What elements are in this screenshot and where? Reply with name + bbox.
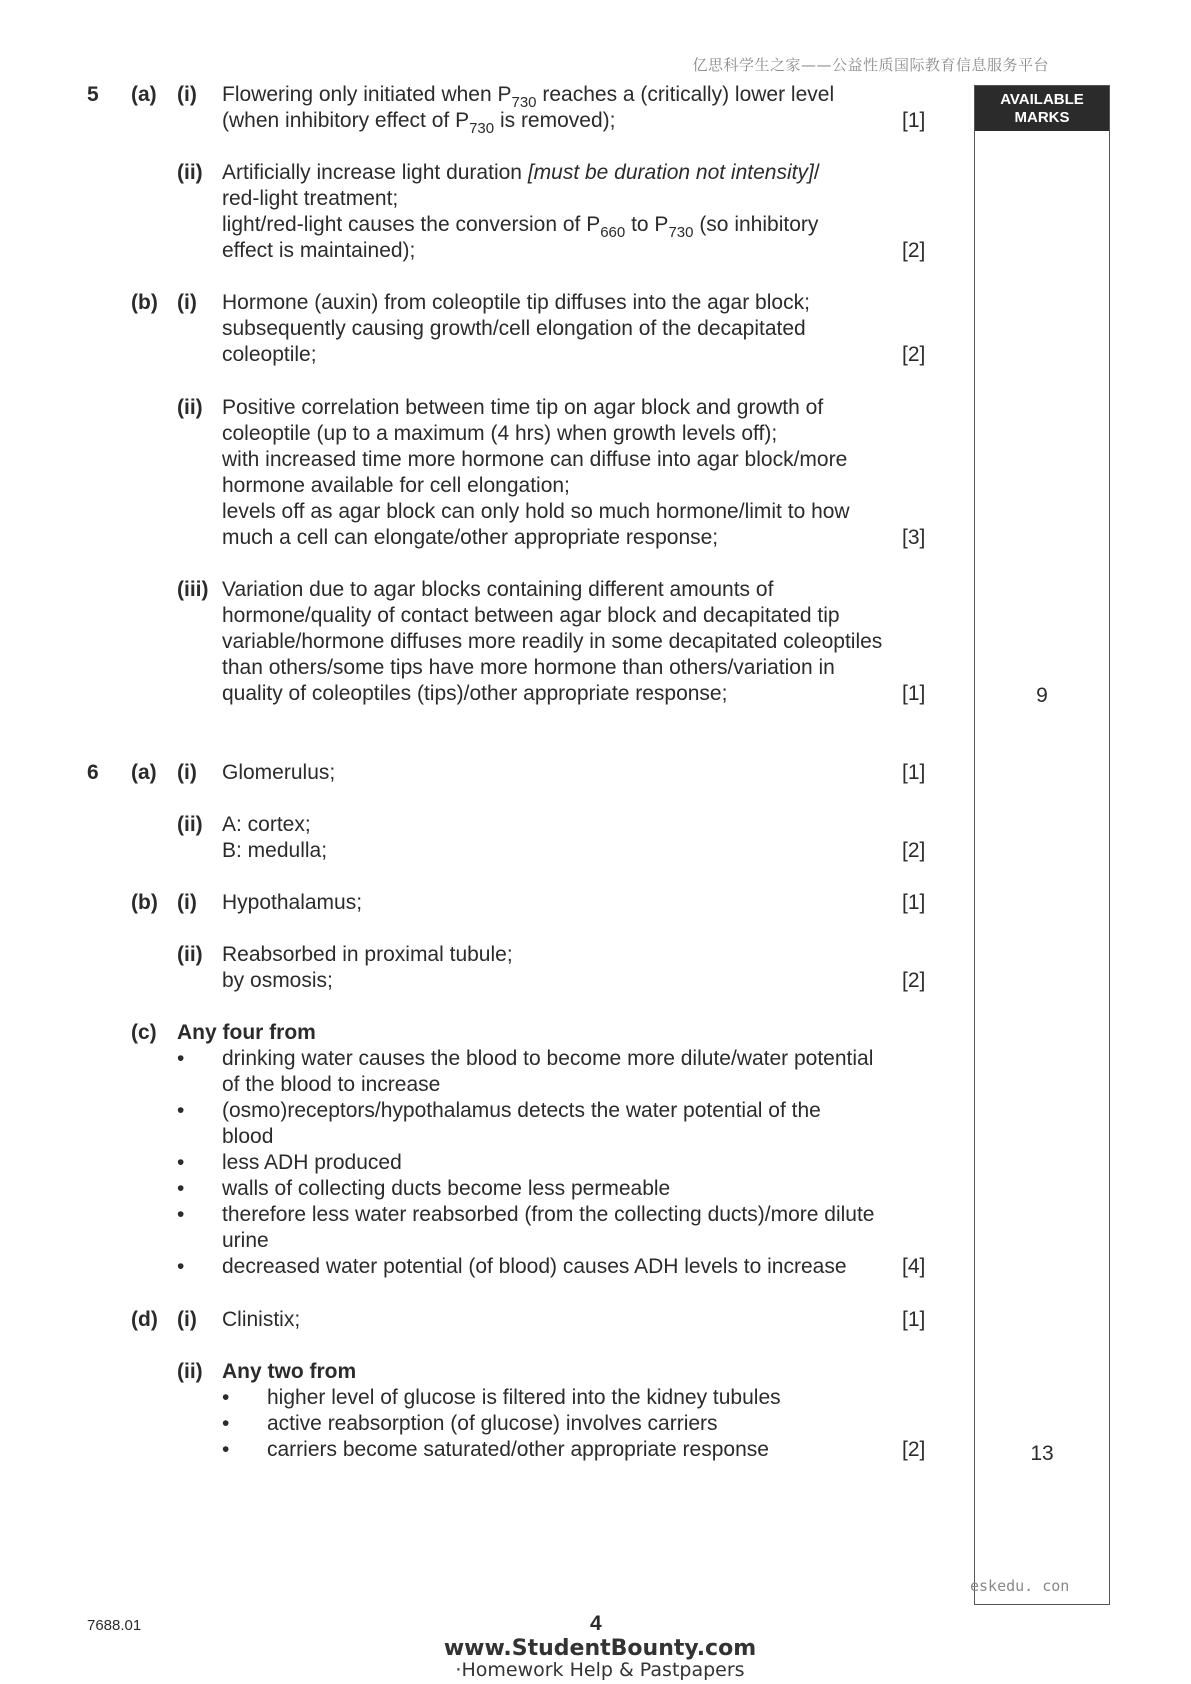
q5-b-ii-mark: [3] — [902, 526, 926, 549]
q6-c-line: drinking water causes the blood to become more dilute/water potential — [222, 1047, 874, 1070]
q6-a-i-mark: [1] — [902, 761, 926, 784]
q5-b-iii-line: hormone/quality of contact between agar block and decapitated tip — [222, 604, 840, 627]
q6-b-ii-line: Reabsorbed in proximal tubule; — [222, 943, 513, 966]
bullet: • — [222, 1412, 230, 1435]
marks-header-line2: MARKS — [1014, 109, 1070, 126]
q5-a-ii-mark: [2] — [902, 239, 926, 262]
q6-c-heading: Any four from — [177, 1021, 316, 1044]
q5-a-i-line1: Flowering only initiated when $P_{730}$ reaches a (critically) lower level — [222, 83, 835, 111]
bullet: • — [222, 1386, 230, 1409]
q6-b-ii-mark: [2] — [902, 969, 926, 992]
q6-b-ii-label: (ii) — [177, 943, 203, 966]
watermark-text: eskedu. con — [970, 1577, 1070, 1595]
q5-a-i-label: (i) — [177, 83, 197, 106]
q6-d-label: (d) — [131, 1308, 158, 1331]
logo-tagline: ·Homework Help & Pastpapers — [455, 1659, 745, 1681]
studentbounty-logo[interactable] — [440, 1638, 760, 1680]
page-number: 4 — [590, 1612, 602, 1635]
q5-b-iii-line: than others/some tips have more hormone than others/variation in — [222, 656, 835, 679]
q5-b-i-line: coleoptile; — [222, 343, 317, 366]
q5-a-ii-line3: light/red-light causes the conversion of $P_{660}$ to $P_{730}$ (so inhibitory — [222, 213, 819, 241]
available-marks-column — [974, 85, 1110, 1605]
q5-number: 5 — [87, 83, 99, 106]
q5-a-ii-line2: red-light treatment; — [222, 187, 399, 210]
logo-url: www.StudentBounty.com — [443, 1636, 757, 1661]
q6-a-ii-mark: [2] — [902, 839, 926, 862]
q6-a-ii-line: B: medulla; — [222, 839, 328, 862]
q5-a-ii-line1: Artificially increase light duration [must be duration not intensity]/ — [222, 161, 820, 184]
q6-b-label: (b) — [131, 891, 158, 914]
q6-b-i-label: (i) — [177, 891, 197, 914]
q5-available-marks: 9 — [1036, 684, 1048, 707]
q5-b-label: (b) — [131, 291, 158, 314]
q6-d-ii-label: (ii) — [177, 1360, 203, 1383]
q6-c-line: of the blood to increase — [222, 1073, 441, 1096]
q6-a-label: (a) — [131, 761, 157, 784]
q5-b-i-line: Hormone (auxin) from coleoptile tip diffuses into the agar block; — [222, 291, 810, 314]
paper-code: 7688.01 — [87, 1617, 142, 1634]
q6-available-marks: 13 — [1030, 1442, 1054, 1465]
bullet: • — [177, 1151, 185, 1174]
q6-d-ii-heading: Any two from — [222, 1360, 357, 1383]
q6-d-i-mark: [1] — [902, 1308, 926, 1331]
q5-b-ii-line: Positive correlation between time tip on agar block and growth of — [222, 396, 824, 419]
q6-c-line: less ADH produced — [222, 1151, 402, 1174]
q5-b-iii-line: Variation due to agar blocks containing different amounts of — [222, 578, 774, 601]
q6-a-i-text: Glomerulus; — [222, 761, 336, 784]
q6-c-line: (osmo)receptors/hypothalamus detects the water potential of the — [222, 1099, 821, 1122]
q5-b-iii-label: (iii) — [177, 578, 209, 601]
q5-b-ii-label: (ii) — [177, 396, 203, 419]
q5-b-ii-line: hormone available for cell elongation; — [222, 474, 570, 497]
q6-b-i-text: Hypothalamus; — [222, 891, 363, 914]
q5-b-iii-line: quality of coleoptiles (tips)/other appropriate response; — [222, 682, 728, 705]
q5-a-i-line2: (when inhibitory effect of $P_{730}$ is removed); — [222, 109, 616, 137]
bullet: • — [177, 1099, 185, 1122]
q6-b-ii-line: by osmosis; — [222, 969, 333, 992]
q5-b-iii-line: variable/hormone diffuses more readily in some decapitated coleoptiles — [222, 630, 883, 653]
bullet: • — [177, 1047, 185, 1070]
q6-c-line: decreased water potential (of blood) causes ADH levels to increase — [222, 1255, 847, 1278]
q6-a-ii-label: (ii) — [177, 813, 203, 836]
q5-a-ii-line4: effect is maintained); — [222, 239, 416, 262]
marks-header-line1: AVAILABLE — [1000, 91, 1084, 108]
q6-b-i-mark: [1] — [902, 891, 926, 914]
q6-c-line: therefore less water reabsorbed (from the collecting ducts)/more dilute — [222, 1203, 875, 1226]
bullet: • — [177, 1203, 185, 1226]
q5-b-i-label: (i) — [177, 291, 197, 314]
q6-a-ii-line: A: cortex; — [222, 813, 311, 836]
bullet: • — [177, 1177, 185, 1200]
q5-b-i-mark: [2] — [902, 343, 926, 366]
q5-b-ii-line: with increased time more hormone can diffuse into agar block/more — [222, 448, 848, 471]
q6-c-mark: [4] — [902, 1255, 926, 1278]
q6-d-i-label: (i) — [177, 1308, 197, 1331]
q5-a-i-mark: [1] — [902, 109, 926, 132]
q6-c-line: urine — [222, 1229, 269, 1252]
q6-c-line: blood — [222, 1125, 274, 1148]
q6-d-ii-line: active reabsorption (of glucose) involves carriers — [267, 1412, 718, 1435]
q5-b-ii-line: much a cell can elongate/other appropriate response; — [222, 526, 719, 549]
bullet: • — [222, 1438, 230, 1461]
q6-d-ii-line: higher level of glucose is filtered into the kidney tubules — [267, 1386, 781, 1409]
q5-a-label: (a) — [131, 83, 157, 106]
q6-c-line: walls of collecting ducts become less permeable — [222, 1177, 671, 1200]
q6-d-i-text: Clinistix; — [222, 1308, 301, 1331]
available-marks-header — [975, 86, 1109, 131]
q5-b-i-line: subsequently causing growth/cell elongation of the decapitated — [222, 317, 806, 340]
q5-b-ii-line: levels off as agar block can only hold so much hormone/limit to how — [222, 500, 850, 523]
q6-d-ii-mark: [2] — [902, 1438, 926, 1461]
q6-c-label: (c) — [131, 1021, 157, 1044]
q5-a-ii-label: (ii) — [177, 161, 203, 184]
top-banner: 亿思科学生之家——公益性质国际教育信息服务平台 — [692, 56, 1049, 74]
q6-d-ii-line: carriers become saturated/other appropriate response — [267, 1438, 769, 1461]
q5-b-iii-mark: [1] — [902, 682, 926, 705]
q6-a-i-label: (i) — [177, 761, 197, 784]
q5-b-ii-line: coleoptile (up to a maximum (4 hrs) when growth levels off); — [222, 422, 778, 445]
bullet: • — [177, 1255, 185, 1278]
q6-number: 6 — [87, 761, 99, 784]
